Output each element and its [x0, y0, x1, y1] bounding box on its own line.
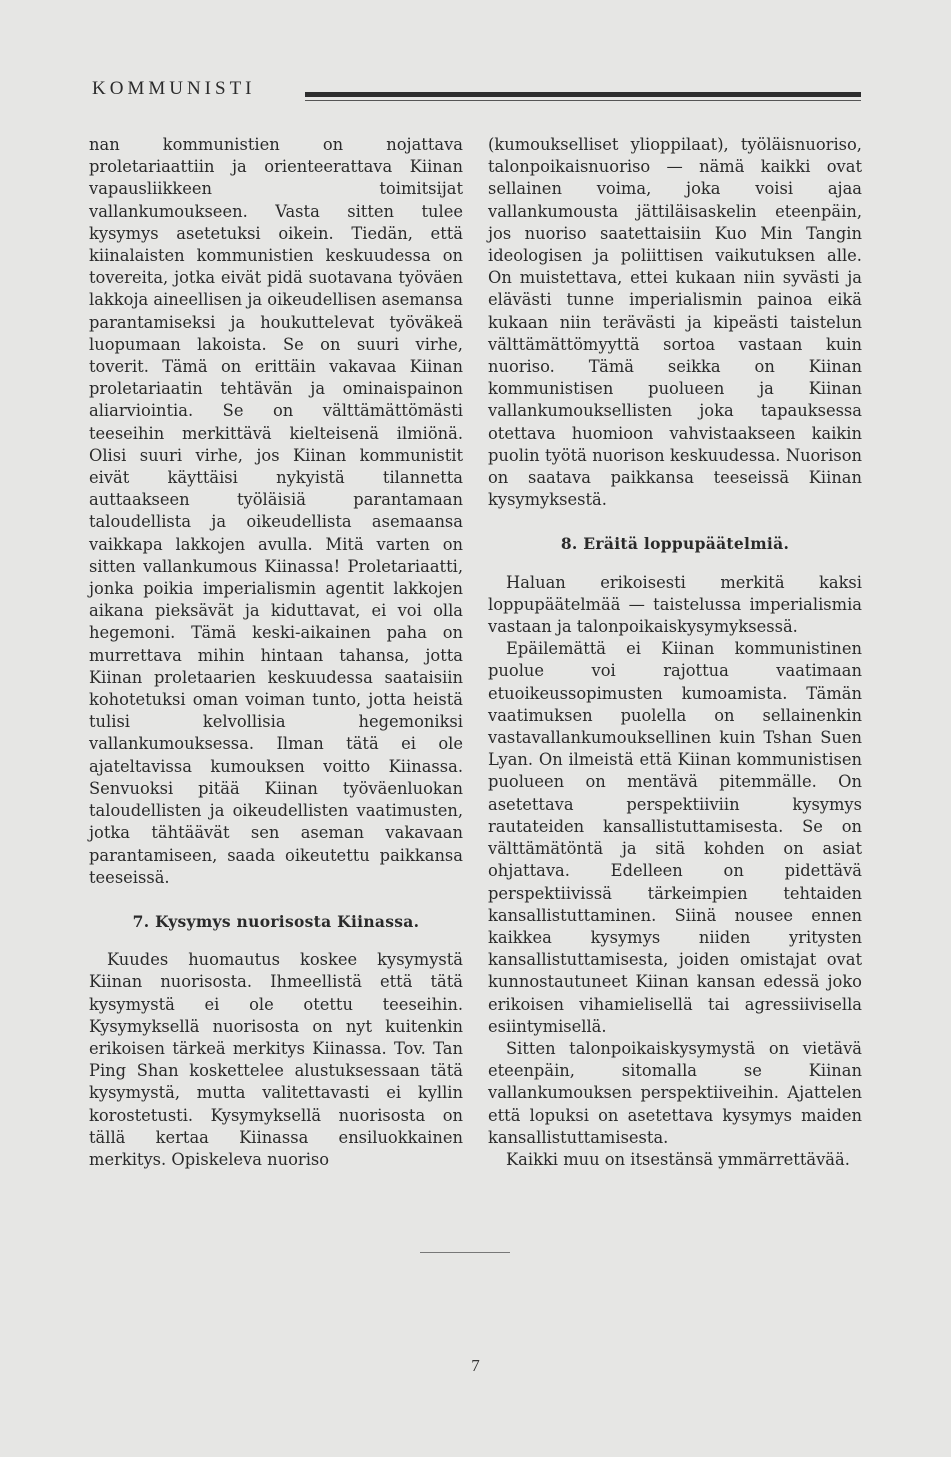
section-heading-7: 7. Kysymys nuorisosta Kiinassa.	[132, 911, 420, 931]
left-column	[89, 134, 463, 1171]
header-rule	[305, 92, 861, 97]
right-paragraph-1: (kumoukselliset ylioppilaat), työläisnuoriso, talonpoikaisnuoriso — nämä kaikki ovat sellainen voima, joka voisi ajaa vallankumousta jättiläisaskelin eteenpäin, jos nuoriso saatettaisiin Kuo Min Tangin ideologisen ja poliittisen vaikutuksen alle. On muistettava, ettei kukaan niin syvästi ja elävästi tunne imperialismin painoa eikä kukaan niin terävästi ja kipeästi taistelun välttämättömyyttä sortoa vastaan kuin nuoriso. Tämä seikka on Kiinan kommunistisen puolueen ja Kiinan vallankumouksellisten joka tapauksessa otettava huomioon vahvistaakseen kaikin puolin työtä nuorison keskuudessa. Nuorison on saatava paikkansa teeseissä Kiinan kysymyksestä.	[488, 135, 862, 510]
left-paragraph-2: Kuudes huomautus koskee kysymystä Kiinan nuorisosta. Ihmeellistä että tätä kysymystä ei ole otettu teeseihin. Kysymyksellä nuorisosta on nyt kuitenkin erikoisen tärkeä merkitys Kiinassa. Tov. Tan Ping Shan koskettelee alustuksessaan tätä kysymystä, mutta valitettavasti ei kyllin korostetusti. Kysymyksellä nuorisosta on tällä kertaa Kiinassa ensiluokkainen merkitys. Opiskeleva nuoriso	[89, 950, 463, 1169]
right-paragraph-2: Haluan erikoisesti merkitä kaksi loppupäätelmää — taistelussa imperialismia vastaan ja talonpoikaiskysymyksessä.	[488, 572, 862, 637]
section-heading-8: 8. Eräitä loppupäätelmiä.	[560, 534, 790, 554]
footer-rule	[420, 1252, 510, 1253]
running-header-title: KOMMUNISTI	[92, 78, 256, 99]
right-paragraph-3: Epäilemättä ei Kiinan kommunistinen puolue voi rajottua vaatimaan etuoikeussopimusten kumoamista. Tämän vaatimuksen puolella on sellainenkin vastavallankumouksellinen kuin Tshan Suen Lyan. On ilmeistä että Kiinan kommunistisen puolueen on mentävä pitemmälle. On asetettava perspektiiviin kysymys rautateiden kansallistuttamisesta. Se on välttämätöntä ja sitä kohden on asiat ohjattava. Edelleen on pidettävä perspektiivissä tärkeimpien tehtaiden kansallistuttaminen. Siinä nousee ennen kaikkea kysymys niiden yritysten kansallistuttamisesta, joiden omistajat ovat kunnostautuneet Kiinan kansan edessä joko erikoisen vihamielisellä tai agressiivisella esiintymisellä.	[488, 639, 862, 1036]
right-paragraph-4: Sitten talonpoikaiskysymystä on vietävä eteenpäin, sitomalla se Kiinan vallankumouksen perspektiiveihin. Ajattelen että lopuksi on asetettava kysymys maiden kansallistuttamisesta.	[488, 1038, 862, 1147]
right-column	[488, 134, 862, 1171]
right-paragraph-5: Kaikki muu on itsestänsä ymmärrettävää.	[506, 1149, 850, 1169]
page-number: 7	[471, 1356, 480, 1375]
header-rule-thin	[305, 100, 861, 101]
left-paragraph-1: nan kommunistien on nojattava proletariaattiin ja orienteerattava Kiinan vapausliikkeen toimitsijat vallankumoukseen. Vasta sitten tulee kysymys asetetuksi oikein. Tiedän, että kiinalaisten kommunistien keskuudessa on tovereita, jotka eivät pidä suotavana työväen lakkoja aineellisen ja oikeudellisen asemansa parantamiseksi ja houkuttelevat työväkeä luopumaan lakoista. Se on suuri virhe, toverit. Tämä on erittäin vakavaa Kiinan proletariaatin tehtävän ja ominaispainon aliarviointia. Se on välttämättömästi teeseihin merkittävä kielteisenä ilmiönä. Olisi suuri virhe, jos Kiinan kommunistit eivät käyttäisi nykyistä tilannetta auttaakseen työläisiä parantamaan taloudellista ja oikeudellista asemaansa vaikkapa lakkojen avulla. Mitä varten on sitten vallankumous Kiinassa! Proletariaatti, jonka poikia imperialismin agentit lakkojen aikana pieksävät ja kiduttavat, ei voi olla hegemoni. Tämä keski-aikainen paha on murrettava mihin hintaan tahansa, jotta Kiinan proletaarien keskuudessa saataisiin kohotetuksi oman voiman tunto, jotta heistä tulisi kelvollisia hegemoniksi vallankumouksessa. Ilman tätä ei ole ajateltavissa kumouksen voitto Kiinassa. Senvuoksi pitää Kiinan työväenluokan taloudellisten ja oikeudellisten vaatimusten, jotka tähtäävät sen aseman vakavaan parantamiseen, saada oikeutettu paikkansa teeseissä.	[89, 135, 463, 887]
